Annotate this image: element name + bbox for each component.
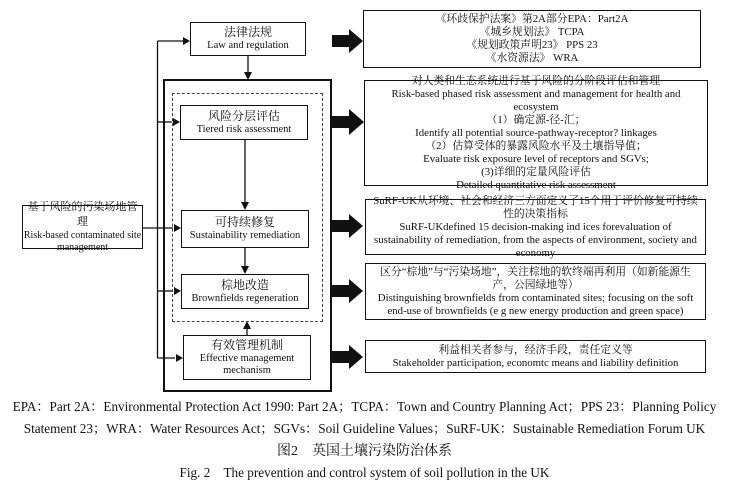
block-arrows bbox=[331, 29, 364, 369]
figure-caption-zh: 图2 英国土壤污染防治体系 bbox=[277, 444, 452, 459]
detail-line: 对人类和生态系统进行基于风险的分阶段评估和管理 bbox=[411, 74, 661, 87]
block-arrow-tiered-icon bbox=[331, 109, 364, 135]
abbreviation-note-line1: EPA：Part 2A：Environmental Protection Act 1990: Part 2A；TCPA：Town and Country Planning Act；PPS 23：Planning Policy bbox=[12, 399, 717, 414]
block-arrow-effective-icon bbox=[332, 345, 363, 369]
risk-based-site-management-zh: 基于风险的污染场地管理 bbox=[27, 200, 138, 228]
detail-line: (3)详细的定量风险评估 bbox=[481, 165, 591, 178]
detail-line: SuRF-UKdefined 15 decision-making ind ices forevaluation of sustainability of remediation, from the aspects of environment, society and economy bbox=[374, 220, 697, 259]
tiered-risk-assessment-zh: 风险分层评估 bbox=[207, 108, 280, 123]
detail-line: Detailed quantitative risk assessment bbox=[456, 178, 616, 191]
tiered-risk-assessment-box bbox=[180, 105, 308, 140]
detail-line: 《规划政策声明23》 PPS 23 bbox=[466, 39, 598, 51]
laws-detail-box bbox=[363, 10, 701, 68]
effective-management-zh: 有效管理机制 bbox=[210, 337, 283, 352]
sustainability-remediation-en: Sustainability remediation bbox=[189, 230, 301, 242]
effective-management-box bbox=[183, 335, 311, 380]
brownfields-regeneration-zh: 棕地改造 bbox=[220, 277, 269, 292]
risk-based-site-management-box bbox=[22, 200, 143, 253]
risk-assessment-detail-box bbox=[364, 74, 708, 191]
detail-line: SuRF-UK从环境、社会和经济三方面定义了15个用于评价修复可持续性的决策指标 bbox=[373, 194, 698, 220]
detail-line: Stakeholder participation, economtc means and liability definition bbox=[392, 356, 679, 369]
detail-line: 利益相关者参与，经济手段，责任定义等 bbox=[438, 343, 633, 356]
sustainability-remediation-box bbox=[181, 210, 309, 248]
detail-line: Distinguishing brownfields from contaminated sites; focusing on the soft end-use of brownfields (e g new energy production and green space) bbox=[377, 291, 694, 317]
brownfields-regeneration-box bbox=[181, 274, 309, 309]
detail-line: Identify all potential source-pathway-receptor? linkages bbox=[415, 126, 657, 139]
law-regulation-en: Law and regulation bbox=[207, 40, 289, 52]
surf-uk-detail-box bbox=[365, 194, 706, 259]
arrowhead-law bbox=[183, 37, 190, 45]
detail-line: Risk-based phased risk assessment and management for health and ecosystem bbox=[391, 87, 681, 113]
effective-management-en: Effective management mechanism bbox=[199, 352, 295, 376]
block-arrow-sustain-icon bbox=[332, 214, 363, 238]
detail-line: 《水资源法》 WRA bbox=[485, 52, 579, 64]
brownfields-regeneration-en: Brownfields regeneration bbox=[191, 292, 299, 304]
detail-line: 《城乡规划法》 TCPA bbox=[479, 26, 585, 38]
stakeholder-detail-box bbox=[365, 340, 706, 373]
detail-line: Evaluate risk exposure level of receptors and SGVs; bbox=[423, 152, 649, 165]
abbreviation-note-line2: Statement 23；WRA：Water Resources Act；SGVs：Soil Guideline Values；SuRF-UK：Sustainable Remediation Forum UK bbox=[23, 421, 706, 436]
detail-line: 区分“棕地”与“污染场地”，关注棕地的软终端再利用（如新能源生产，公园绿地等） bbox=[380, 265, 691, 291]
risk-based-site-management-en: Risk-based contaminated site management bbox=[23, 229, 142, 253]
block-arrow-law-icon bbox=[332, 29, 363, 53]
sustainability-remediation-zh: 可持续修复 bbox=[214, 215, 275, 230]
detail-line: （1）确定源-径-汇； bbox=[486, 113, 586, 126]
law-regulation-zh: 法律法规 bbox=[223, 25, 272, 40]
block-arrow-brown-icon bbox=[332, 279, 363, 303]
tiered-risk-assessment-en: Tiered risk assessment bbox=[196, 123, 292, 135]
detail-line: 《环歧保护法案》第2A部分EPA：Part2A bbox=[435, 13, 629, 25]
detail-line: （2）估算受体的暴露风险水平及土壤指导值； bbox=[425, 139, 647, 152]
figure-caption-en: Fig. 2 The prevention and control system of soil pollution in the UK bbox=[179, 465, 550, 480]
brownfields-detail-box bbox=[365, 263, 706, 320]
law-regulation-box bbox=[190, 22, 306, 56]
